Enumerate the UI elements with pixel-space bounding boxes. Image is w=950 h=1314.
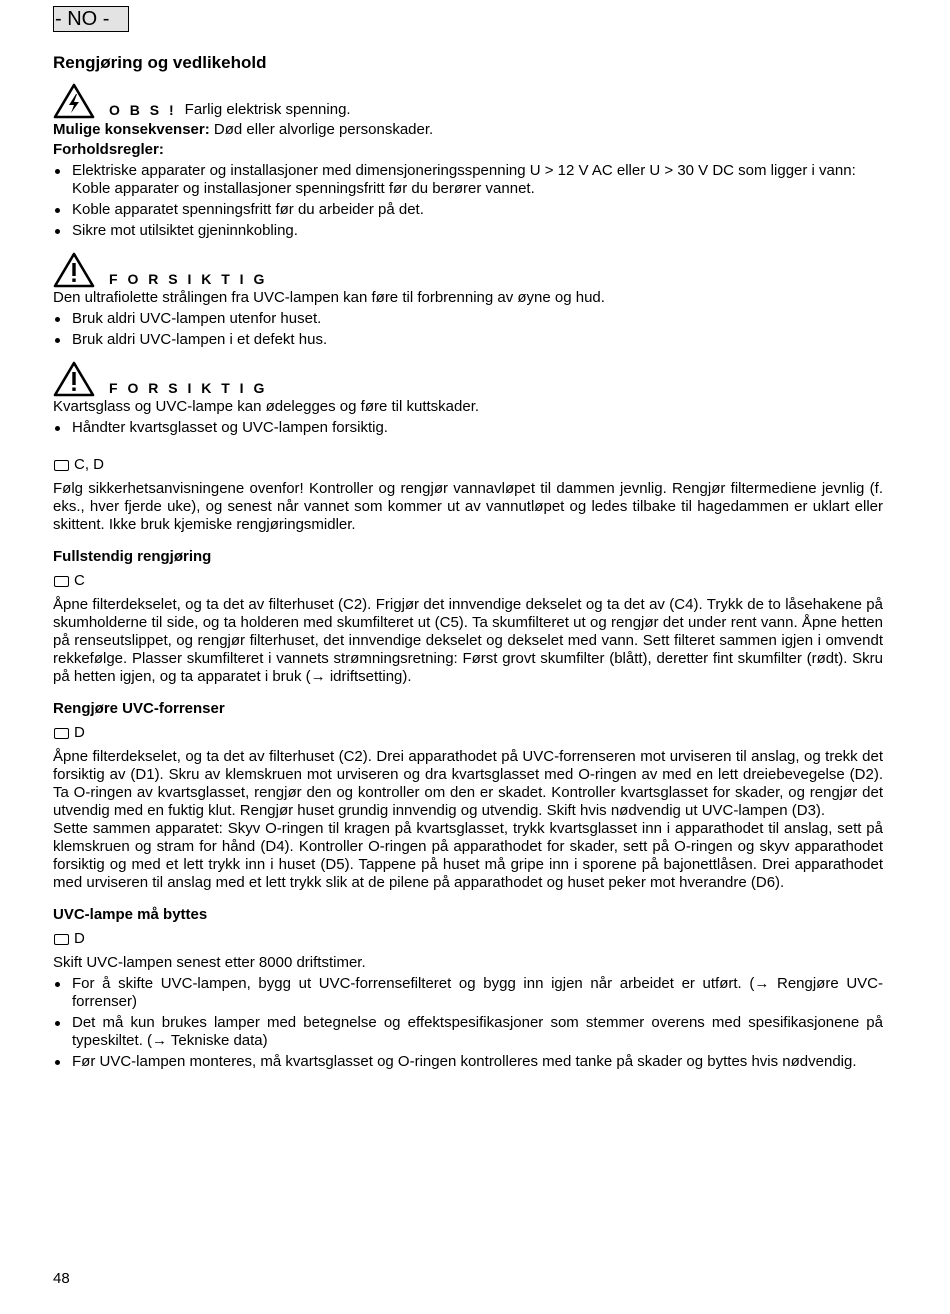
list-item: Håndter kvartsglasset og UVC-lampen forsiktig. — [53, 419, 883, 437]
danger-signal-word: O B S ! — [109, 102, 177, 118]
page-title: Rengjøring og vedlikehold — [53, 53, 267, 72]
caution-signal-word: F O R S I K T I G — [109, 271, 268, 287]
list-item: Elektriske apparater og installasjoner med dimensjoneringsspenning U > 12 V AC eller U > 30 V DC som ligger i vann: Koble apparater og installasjoner spenningsfritt før du berører vannet. — [53, 162, 883, 198]
electric-hazard-icon — [53, 83, 95, 119]
figure-ref-icon — [54, 934, 69, 945]
figure-reference-d-2: D — [53, 930, 883, 948]
section-heading-full-cleaning: Fullstendig rengjøring — [53, 548, 212, 565]
list-item: Det må kun brukes lamper med betegnelse og effektspesifikasjoner som stemmer overens med spesifikasjonene på typeskiltet. (→ Tekniske data) — [53, 1014, 883, 1050]
caution-signal-word: F O R S I K T I G — [109, 380, 268, 396]
uvc-cleaning-paragraph-2: Sette sammen apparatet: Skyv O-ringen til kragen på kvartsglasset, trykk kvartsglasset inn i apparathodet til anslag, sett på klemskruen og stram for hånd (D4). Kontroller O-ringen på apparathodet for skader, sett på O-ringen og skyv apparathodet forsiktig og med et lett trykk inn i huset (D5). Tappene på huset må gripe inn i sporene på bajonettlåsen. Drei apparathodet med urviseren til anslag med et lett trykk slik at de pilene på apparathodet og huset peker mot hverandre (D6). — [53, 820, 883, 891]
figure-ref-icon — [54, 728, 69, 739]
list-item: Sikre mot utilsiktet gjeninnkobling. — [53, 222, 883, 240]
uvc-cleaning-paragraph-1: Åpne filterdekselet, og ta det av filterhuset (C2). Drei apparathodet på UVC-forrenseren mot urviseren til anslag, og trekk det forsiktig av (D1). Skru av klemskruen mot urviseren og dra kvartsglasset med O-ringen av med en lett dreiebevegelse (D2). Ta O-ringen av kvartsglasset, rengjør den og kontroller om den er skadet. Kontroller kvartsglasset for skader, og rengjør det utvendig med en fuktig klut. Rengjør huset grundig innvendig og utvendig. Skift hvis nødvendig ut UVC-lampen (D3). — [53, 748, 883, 819]
danger-rules-list — [53, 162, 883, 240]
danger-header — [53, 83, 883, 119]
caution-header-1 — [53, 252, 883, 288]
consequences-text: Død eller alvorlige personskader. — [213, 121, 434, 138]
list-item: Bruk aldri UVC-lampen utenfor huset. — [53, 310, 883, 328]
intro-paragraph: Følg sikkerhetsanvisningene ovenfor! Kontroller og rengjør vannavløpet til dammen jevnlig. Rengjør filtermediene jevnlig (f. eks., hver fjerde uke), og senest når vannet som kommer ut av vannutløpet og ledes tilbake til hagedammen er uklart eller skittent. Ikke bruk kjemiske rengjøringsmidler. — [53, 480, 883, 533]
danger-text: Farlig elektrisk spenning. — [184, 101, 351, 118]
figure-ref-icon — [54, 576, 69, 587]
page — [53, 6, 883, 1071]
caution-list-2 — [53, 419, 883, 437]
caution-header-2 — [53, 361, 883, 397]
list-item: For å skifte UVC-lampen, bygg ut UVC-forrensefilteret og bygg inn igjen når arbeidet er utført. (→ Rengjøre UVC-forrenser) — [53, 975, 883, 1011]
section-heading-uvc-cleaning: Rengjøre UVC-forrenser — [53, 700, 225, 717]
consequences-label: Mulige konsekvenser: — [53, 121, 210, 138]
page-number: 48 — [53, 1270, 70, 1287]
figure-reference-intro: C, D — [53, 456, 883, 474]
caution-list-1 — [53, 310, 883, 349]
uvc-replace-list — [53, 975, 883, 1071]
list-item: Før UVC-lampen monteres, må kvartsglasset og O-ringen kontrolleres med tanke på skader og byttes hvis nødvendig. — [53, 1053, 883, 1071]
figure-reference-c: C — [53, 572, 883, 590]
figure-ref-icon — [54, 460, 69, 471]
figure-reference-d: D — [53, 724, 883, 742]
full-cleaning-paragraph: Åpne filterdekselet, og ta det av filterhuset (C2). Frigjør det innvendige dekselet og ta det av (C4). Trykk de to låsehakene på skumholderne til side, og ta holderen med skumfilteret ut (C5). Ta skumfilteret ut og rengjør det under rent vann. Åpne hetten på renseutslippet, og rengjør filterhuset, det innvendige dekselet og dekselet med vann. Sett filteret sammen igjen i omvendt rekkefølge. Plasser skumfilteret i vannets strømningsretning: Først grovt skumfilter (blått), deretter fint skumfilter (rødt). Skru på hetten igjen, og ta apparatet i bruk (→ idriftsetting). — [53, 596, 883, 685]
caution-text-2: Kvartsglass og UVC-lampe kan ødelegges og føre til kuttskader. — [53, 398, 480, 415]
rules-label: Forholdsregler: — [53, 141, 164, 158]
warning-triangle-icon — [53, 361, 95, 397]
warning-triangle-icon — [53, 252, 95, 288]
consequences-line — [53, 121, 883, 139]
uvc-replace-paragraph: Skift UVC-lampen senest etter 8000 driftstimer. — [53, 954, 366, 971]
list-item: Bruk aldri UVC-lampen i et defekt hus. — [53, 331, 883, 349]
section-heading-uvc-replace: UVC-lampe må byttes — [53, 906, 208, 923]
language-tag: - NO - — [53, 6, 129, 32]
list-item: Koble apparatet spenningsfritt før du arbeider på det. — [53, 201, 883, 219]
caution-text-1: Den ultrafiolette strålingen fra UVC-lampen kan føre til forbrenning av øyne og hud. — [53, 289, 605, 306]
